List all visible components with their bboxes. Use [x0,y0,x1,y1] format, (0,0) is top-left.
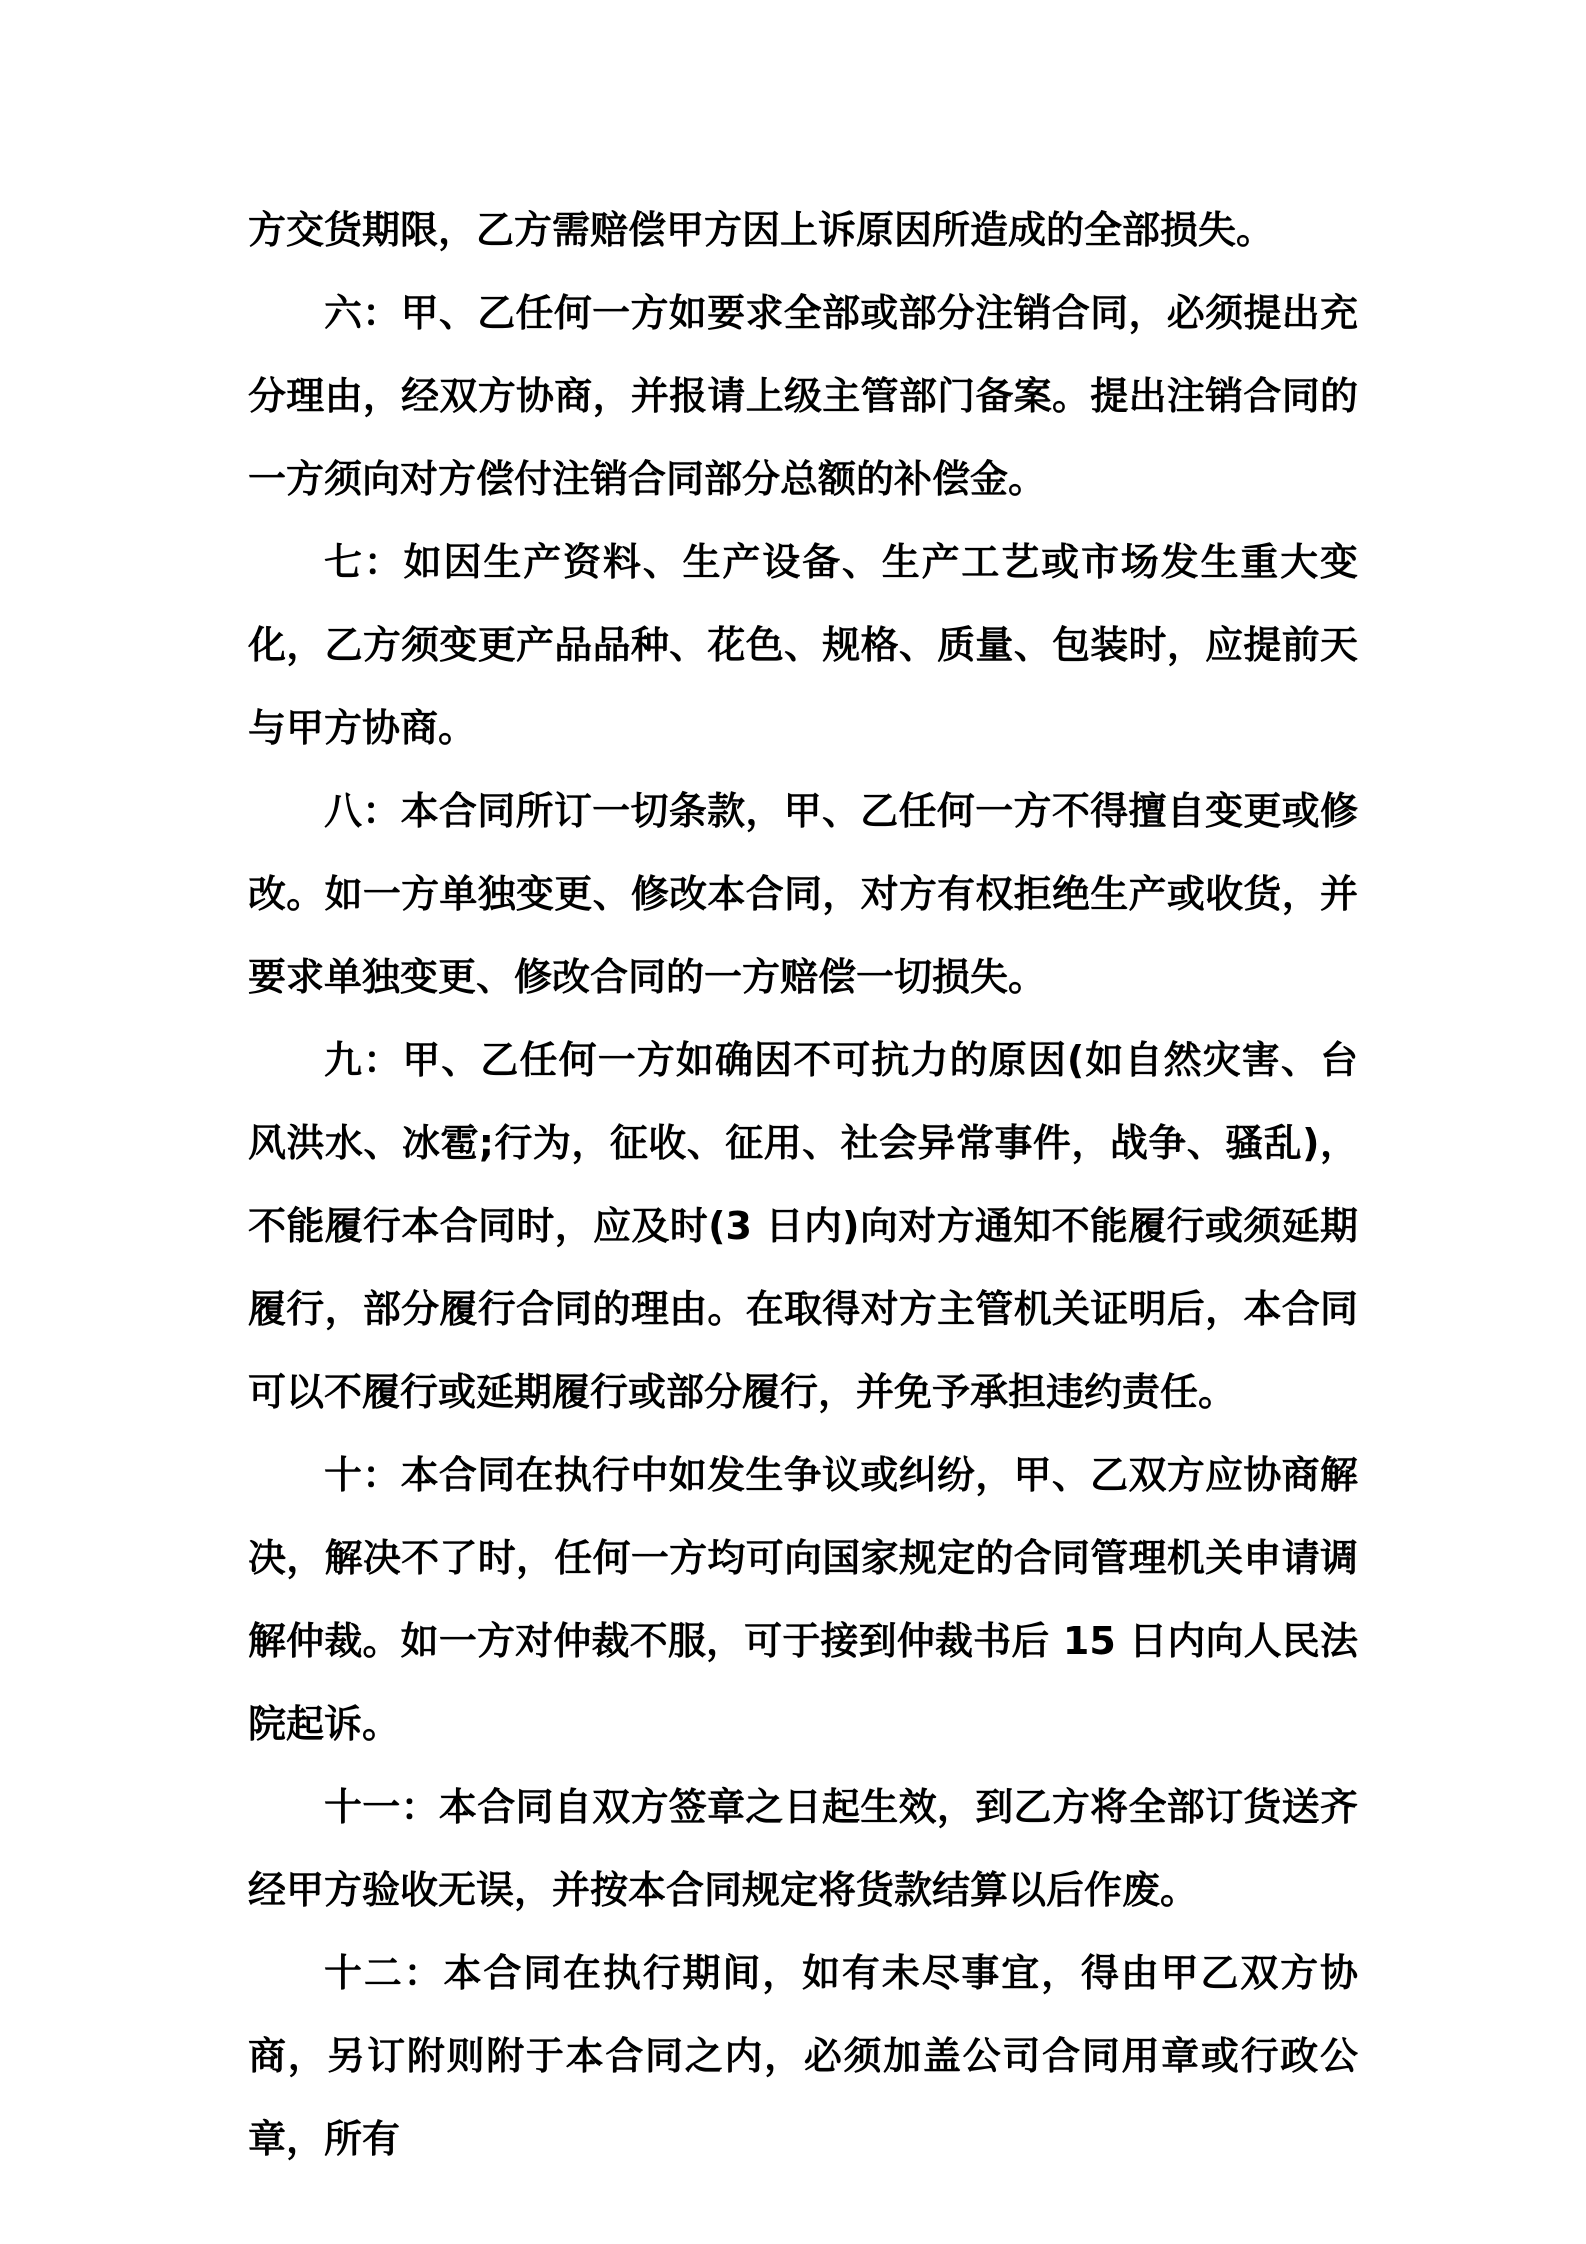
contract-paragraph-continuation: 方交货期限，乙方需赔偿甲方因上诉原因所造成的全部损失。 [248,208,1275,252]
contract-clause-10: 十：本合同在执行中如发生争议或纠纷，甲、乙双方应协商解决，解决不了时，任何一方均可向国家规定的合同管理机关申请调解仲裁。如一方对仲裁不服，可于接到仲裁书后 15 日内向人民法院起诉。 [248,1453,1358,1746]
contract-clause-9: 九：甲、乙任何一方如确因不可抗力的原因(如自然灾害、台风洪水、冰雹;行为，征收、征用、社会异常事件，战争、骚乱)，不能履行本合同时，应及时(3 日内)向对方通知不能履行或须延期履行，部分履行合同的理由。在取得对方主管机关证明后，本合同可以不履行或延期履行或部分履行，并免予承担违约责任。 [248,1038,1358,1414]
contract-clause-8: 八：本合同所订一切条款，甲、乙任何一方不得擅自变更或修改。如一方单独变更、修改本合同，对方有权拒绝生产或收货，并要求单独变更、修改合同的一方赔偿一切损失。 [248,789,1358,999]
contract-clause-6: 六：甲、乙任何一方如要求全部或部分注销合同，必须提出充分理由，经双方协商，并报请上级主管部门备案。提出注销合同的一方须向对方偿付注销合同部分总额的补偿金。 [248,291,1358,501]
contract-clause-11: 十一：本合同自双方签章之日起生效，到乙方将全部订货送齐经甲方验收无误，并按本合同规定将货款结算以后作废。 [248,1785,1358,1912]
contract-clause-7: 七：如因生产资料、生产设备、生产工艺或市场发生重大变化，乙方须变更产品品种、花色、规格、质量、包装时，应提前天与甲方协商。 [248,540,1358,750]
contract-clause-12: 十二：本合同在执行期间，如有未尽事宜，得由甲乙双方协商，另订附则附于本合同之内，必须加盖公司合同用章或行政公章，所有 [248,1951,1358,2161]
